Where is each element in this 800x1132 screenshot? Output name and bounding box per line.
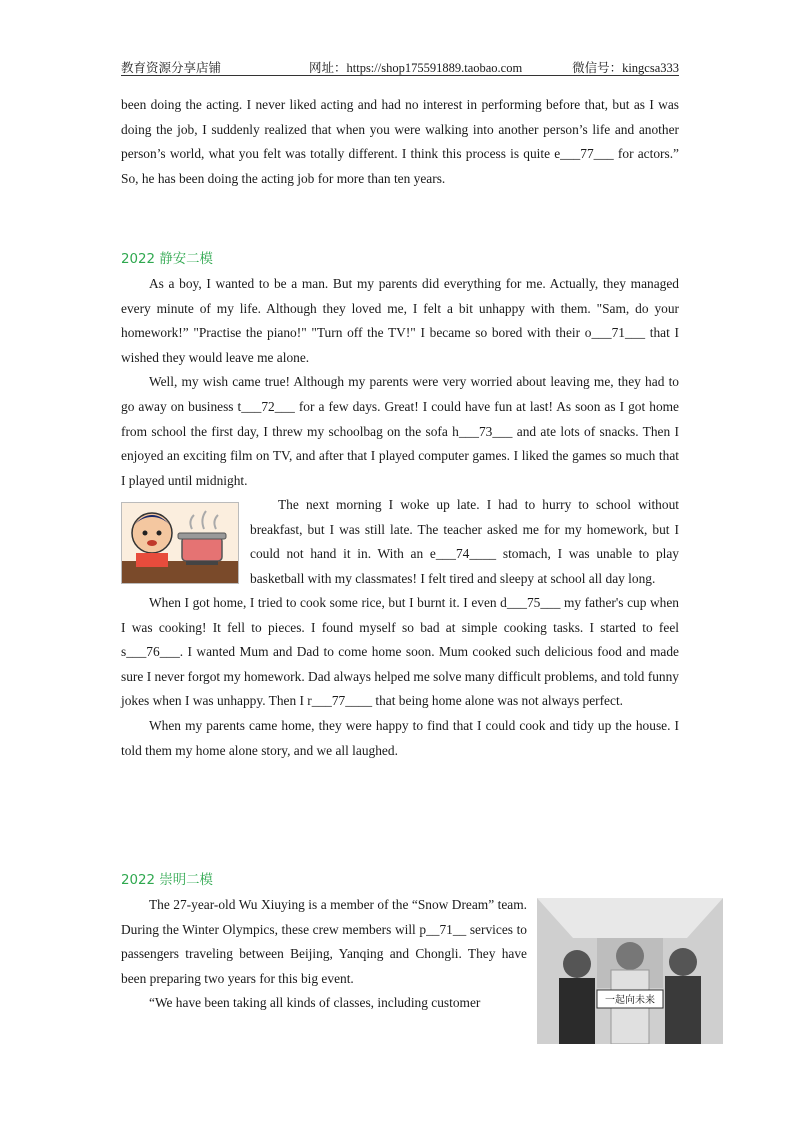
photo-sign-text: 一起向未来	[605, 995, 655, 1006]
header-shop-name: 教育资源分享店铺	[121, 61, 222, 75]
section-title-jingan: 2022 静安二模	[121, 252, 213, 267]
section1-paragraph-4: When I got home, I tried to cook some rice, but I burnt it. I even d___75___ my father's cup when I was cooking! It fell to pieces. I found myself so bad at simple cooking tasks. I started to feel s___76___. I wanted Mum and Dad to come home soon. Mum cooked such delicious food and made sure I never forgot my homework. Dad always helped me solve many difficult problems, and told funny jokes when I was unhappy. Then I r___77____ that being home alone was not always perfect.	[121, 595, 679, 709]
intro-paragraph: been doing the acting. I never liked acting and had no interest in performing before that, but as I was doing the job, I suddenly realized that when you were walking into another person’s life and another person’s world, what you felt was totally different. I think this process is quite e___77___ for actors.” So, he has been doing the acting job for more than ten years.	[121, 97, 679, 186]
section1-text-beside-image	[250, 493, 679, 591]
boy-cooking-icon	[122, 503, 238, 583]
section1-paragraph-2: Well, my wish came true! Although my parents were very worried about leaving me, they had to go away on business t___72___ for a few days. Great! I could have fun at last! As soon as I got home from school the first day, I threw my schoolbag on the sofa h___73___ and ate lots of snacks. Then I enjoyed an exciting film on TV, and after that I played computer games. I liked the games so much that I played until midnight.	[121, 374, 679, 488]
section1-paragraph-1: As a boy, I wanted to be a man. But my parents did everything for me. Actually, they managed every minute of my life. Although they loved me, I felt a bit unhappy with them. "Sam, do your homework!” "Practise the piano!" "Turn off the TV!" I became so bored with their o___71___ that I wished they would leave me alone.	[121, 276, 679, 365]
page-header	[121, 57, 679, 76]
section1-text-top	[121, 272, 679, 493]
intro-text	[121, 93, 679, 191]
section1-paragraph-3: The next morning I woke up late. I had to hurry to school without breakfast, but I was still late. The teacher asked me for my homework, but I could not hand it in. With an e___74____ stomach, I was unable to play basketball with my classmates! I felt tired and sleepy at school all day long.	[250, 497, 679, 586]
section2-text	[121, 893, 527, 1016]
header-wechat: 微信号：kingcsa333	[572, 61, 679, 75]
train-crew-icon	[537, 898, 723, 1044]
header-url[interactable]: 网址：https://shop175591889.taobao.com	[309, 61, 523, 75]
section1-text-bottom	[121, 591, 679, 763]
train-crew-photo	[537, 898, 723, 1044]
section-title-chongming: 2022 崇明二模	[121, 873, 213, 888]
boy-cooking-cartoon-image	[121, 502, 239, 584]
section2-paragraph-2: “We have been taking all kinds of classes, including customer	[149, 995, 481, 1011]
section1-paragraph-5: When my parents came home, they were happy to find that I could cook and tidy up the house. I told them my home alone story, and we all laughed.	[121, 717, 679, 758]
section2-paragraph-1: The 27-year-old Wu Xiuying is a member of the “Snow Dream” team. During the Winter Olympics, these crew members will p__71__ services to passengers traveling between Beijing, Yanqing and Chongli. They have been preparing two years for this big event.	[121, 897, 527, 986]
